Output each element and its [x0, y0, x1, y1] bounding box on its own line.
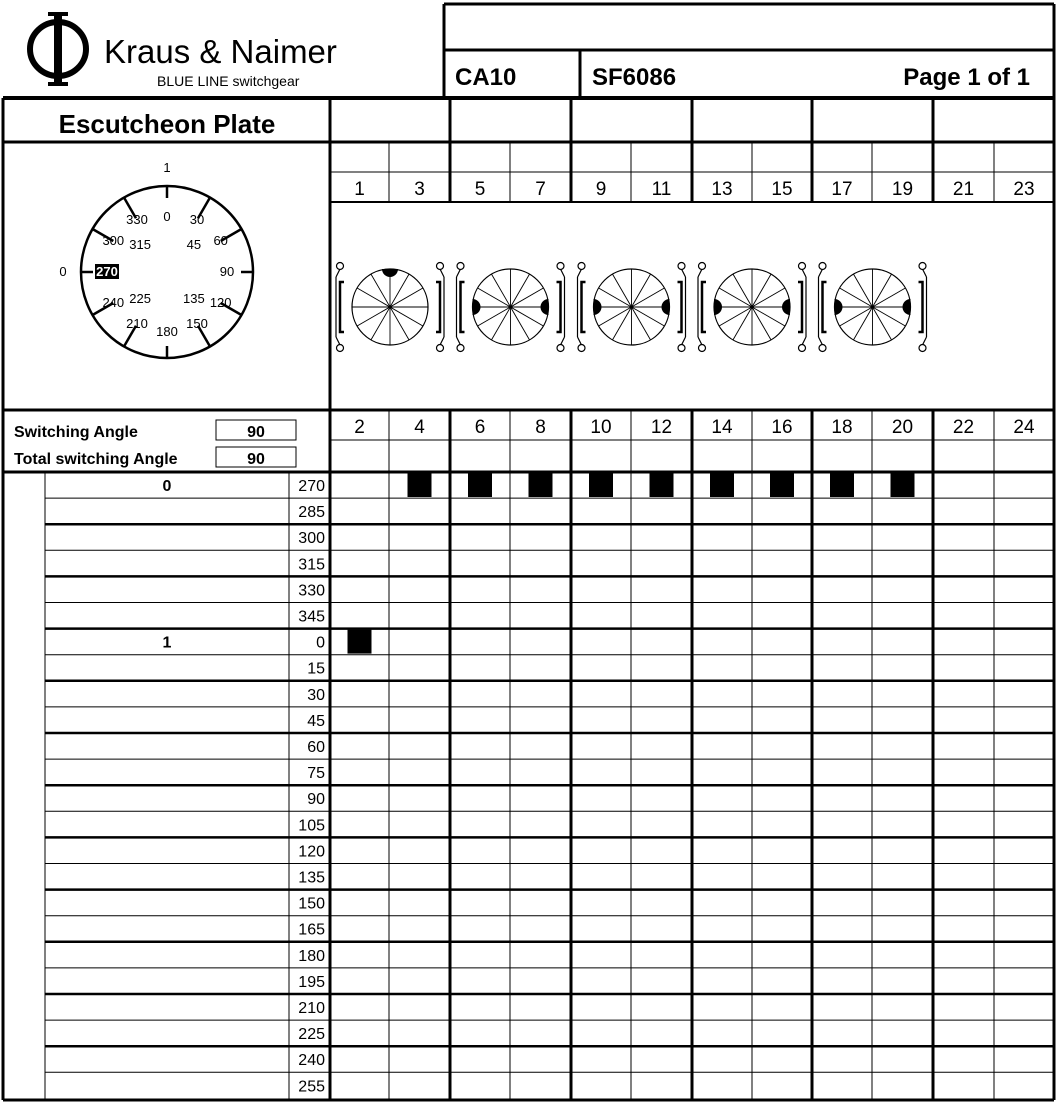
row-angle: 60: [307, 739, 325, 756]
terminal-screw-icon: [699, 263, 706, 270]
row-angle: 285: [298, 504, 325, 522]
row-position: 0: [162, 478, 172, 495]
row-angle: 240: [298, 1052, 325, 1070]
table-row: [45, 837, 1054, 860]
contact-lead: [440, 269, 444, 277]
row-angle: 105: [298, 817, 325, 835]
cam-lobe: [835, 299, 843, 315]
table-row: [45, 498, 1054, 521]
drawing-number: SF6086: [592, 64, 677, 91]
contact-lead: [682, 337, 686, 345]
row-angle: 300: [298, 530, 325, 548]
terminal-bottom-number: 2: [354, 417, 365, 438]
cam-lobe: [594, 299, 602, 315]
terminal-top-number: 3: [414, 179, 425, 200]
terminal-screw-icon: [557, 263, 564, 270]
terminal-bottom-number: 10: [590, 417, 612, 438]
contact-bracket: [436, 282, 440, 332]
terminal-screw-icon: [699, 345, 706, 352]
terminal-bottom-number: 14: [711, 417, 733, 438]
table-row: [45, 733, 1054, 756]
row-angle: 255: [298, 1078, 325, 1096]
terminal-screw-icon: [819, 263, 826, 270]
row-position: 1: [162, 634, 172, 652]
dial-position-label: 1: [163, 160, 171, 175]
contact-bracket: [823, 282, 827, 332]
dial-degree-label: 210: [126, 315, 148, 331]
contact-bracket: [582, 282, 586, 332]
terminal-bottom-number: 20: [891, 417, 914, 438]
contact-closed-mark: [770, 473, 794, 497]
cam-lobe: [473, 299, 481, 315]
terminal-top-number: 19: [891, 179, 914, 200]
cam-lobe: [541, 299, 549, 315]
dial-degree-label: 90: [219, 264, 235, 279]
terminal-top-number: 21: [952, 179, 975, 200]
terminal-top-number: 7: [535, 179, 546, 200]
contact-closed-mark: [589, 473, 613, 497]
escutcheon-title: Escutcheon Plate: [58, 109, 276, 139]
terminal-screw-icon: [919, 345, 926, 352]
contact-closed-mark: [891, 473, 915, 497]
contact-stage-1: [336, 263, 444, 352]
row-angle: 345: [298, 608, 325, 626]
row-angle: 120: [298, 843, 325, 861]
dial-degree-label: 60: [213, 233, 228, 248]
row-angle: 225: [298, 1026, 325, 1044]
terminal-screw-icon: [799, 263, 806, 270]
brand-name: Kraus & Naimer: [104, 33, 337, 70]
contact-lead: [819, 269, 823, 277]
contact-lead: [923, 269, 927, 277]
brand-tagline: BLUE LINE switchgear: [157, 73, 300, 89]
terminal-bottom-number: 12: [650, 417, 673, 438]
terminal-screw-icon: [578, 345, 585, 352]
contact-stage-4: [698, 263, 806, 352]
row-angle: 315: [298, 556, 325, 574]
dial-degree-label: 225: [129, 290, 151, 306]
contact-stage-3: [578, 263, 686, 352]
cam-lobe: [782, 299, 790, 315]
contact-bracket: [798, 282, 802, 332]
contact-stage-5: [819, 263, 927, 352]
contact-closed-mark: [348, 630, 372, 654]
table-row: [45, 524, 1054, 547]
contact-bracket: [678, 282, 682, 332]
terminal-bottom-number: 6: [474, 417, 486, 438]
table-row: [45, 759, 1054, 782]
contact-closed-mark: [650, 473, 674, 497]
contact-lead: [457, 269, 461, 277]
table-row: [45, 550, 1054, 573]
table-row: [45, 681, 1054, 704]
contact-closed-mark: [468, 473, 492, 497]
row-angle: 270: [298, 478, 325, 495]
contact-lead: [457, 337, 461, 345]
contact-lead: [682, 269, 686, 277]
row-angle: 150: [298, 895, 325, 913]
row-angle: 45: [307, 712, 325, 730]
contact-bracket: [919, 282, 923, 332]
table-row: [45, 968, 1054, 991]
contact-closed-mark: [529, 473, 553, 497]
row-angle: 165: [298, 921, 325, 939]
terminal-screw-icon: [457, 345, 464, 352]
row-angle: 330: [298, 582, 325, 600]
dial-degree-label: 30: [189, 212, 205, 228]
table-row: [45, 629, 1054, 654]
terminal-bottom-number: 4: [414, 417, 425, 438]
contact-lead: [698, 337, 702, 345]
contact-bracket: [461, 282, 465, 332]
table-row: [45, 707, 1054, 730]
table-row: [45, 1046, 1054, 1069]
terminal-top-number: 5: [474, 179, 486, 200]
dial-position-label: 0: [59, 264, 67, 279]
table-row: [45, 785, 1054, 808]
contact-lead: [923, 337, 927, 345]
row-angle: 135: [298, 869, 325, 887]
model-code: CA10: [455, 64, 517, 91]
dial-degree-label: 45: [186, 237, 202, 253]
contact-closed-mark: [408, 473, 432, 497]
terminal-screw-icon: [799, 345, 806, 352]
table-row: [45, 916, 1054, 939]
cam-lobe: [714, 299, 722, 315]
row-angle: 210: [298, 1000, 325, 1017]
terminal-top-number: 13: [711, 179, 733, 200]
terminal-top-number: 23: [1013, 179, 1035, 200]
terminal-screw-icon: [819, 345, 826, 352]
terminal-top-number: 15: [771, 179, 793, 200]
row-angle: 75: [307, 765, 325, 783]
total-switching-angle-value: 90: [247, 451, 265, 468]
contact-lead: [819, 337, 823, 345]
cam-lobe: [382, 269, 398, 277]
terminal-screw-icon: [337, 263, 344, 270]
terminal-screw-icon: [678, 263, 685, 270]
terminal-screw-icon: [578, 263, 585, 270]
terminal-bottom-number: 22: [952, 417, 975, 438]
table-row: [45, 942, 1054, 965]
dial-degree-label: 120: [209, 295, 232, 310]
page-label: Page 1 of 1: [903, 64, 1030, 91]
contact-lead: [578, 269, 582, 277]
table-row: [45, 1020, 1054, 1043]
dial-degree-label: 0: [163, 209, 171, 224]
terminal-top-number: 9: [595, 179, 607, 200]
terminal-top-number: 17: [831, 179, 853, 200]
table-row: [45, 603, 1054, 626]
contact-lead: [336, 337, 340, 345]
contact-bracket: [557, 282, 561, 332]
terminal-bottom-number: 24: [1013, 417, 1035, 438]
switching-angle-label: Switching Angle: [14, 424, 138, 441]
table-row: [45, 655, 1054, 678]
contact-stage-2: [457, 263, 565, 352]
table-row: [45, 890, 1054, 913]
contact-closed-mark: [830, 473, 854, 497]
cam-lobe: [662, 299, 670, 315]
dial-degree-label: 150: [186, 315, 208, 331]
table-row: [163, 473, 915, 497]
contact-lead: [578, 337, 582, 345]
title-block-frame: [3, 4, 1054, 1100]
dial-degree-label: 135: [183, 290, 205, 306]
dial-degree-label: 330: [126, 212, 148, 228]
contact-lead: [802, 337, 806, 345]
terminal-screw-icon: [457, 263, 464, 270]
row-angle: 195: [298, 973, 325, 991]
terminal-top-number: 1: [354, 179, 365, 200]
brand-logo-icon: [30, 12, 86, 86]
terminal-bottom-number: 18: [831, 417, 853, 438]
contact-lead: [561, 269, 565, 277]
contact-lead: [802, 269, 806, 277]
dial-degree-label: 300: [102, 233, 125, 248]
dial-degree-label: 315: [129, 237, 151, 253]
contact-lead: [336, 269, 340, 277]
contact-bracket: [340, 282, 344, 332]
table-row: [45, 1072, 1054, 1095]
switching-angle-value: 90: [247, 424, 265, 441]
row-angle: 30: [307, 686, 325, 704]
dial-degree-label: 270: [96, 264, 118, 279]
contact-diagram: [336, 263, 927, 352]
contact-bracket: [702, 282, 706, 332]
table-row: [45, 864, 1054, 887]
terminal-screw-icon: [337, 345, 344, 352]
terminal-screw-icon: [919, 263, 926, 270]
contact-lead: [698, 269, 702, 277]
table-row: [45, 994, 1054, 1017]
terminal-bottom-number: 16: [771, 417, 793, 438]
contact-lead: [440, 337, 444, 345]
row-angle: 0: [316, 634, 325, 652]
total-switching-angle-label: Total switching Angle: [14, 451, 178, 468]
terminal-top-number: 11: [651, 179, 672, 200]
cam-lobe: [903, 299, 911, 315]
switching-sequence-table: [45, 473, 1054, 1095]
terminal-screw-icon: [437, 345, 444, 352]
row-angle: 15: [307, 660, 325, 678]
dial-degree-label: 240: [102, 295, 125, 310]
row-angle: 90: [307, 791, 325, 809]
row-angle: 180: [298, 947, 325, 965]
table-row: [45, 576, 1054, 599]
terminal-screw-icon: [557, 345, 564, 352]
terminal-screw-icon: [437, 263, 444, 270]
escutcheon-dial: [59, 160, 253, 358]
table-row: [45, 811, 1054, 834]
contact-closed-mark: [710, 473, 734, 497]
dial-degree-label: 180: [156, 324, 178, 339]
terminal-bottom-number: 8: [535, 417, 546, 438]
contact-lead: [561, 337, 565, 345]
terminal-screw-icon: [678, 345, 685, 352]
